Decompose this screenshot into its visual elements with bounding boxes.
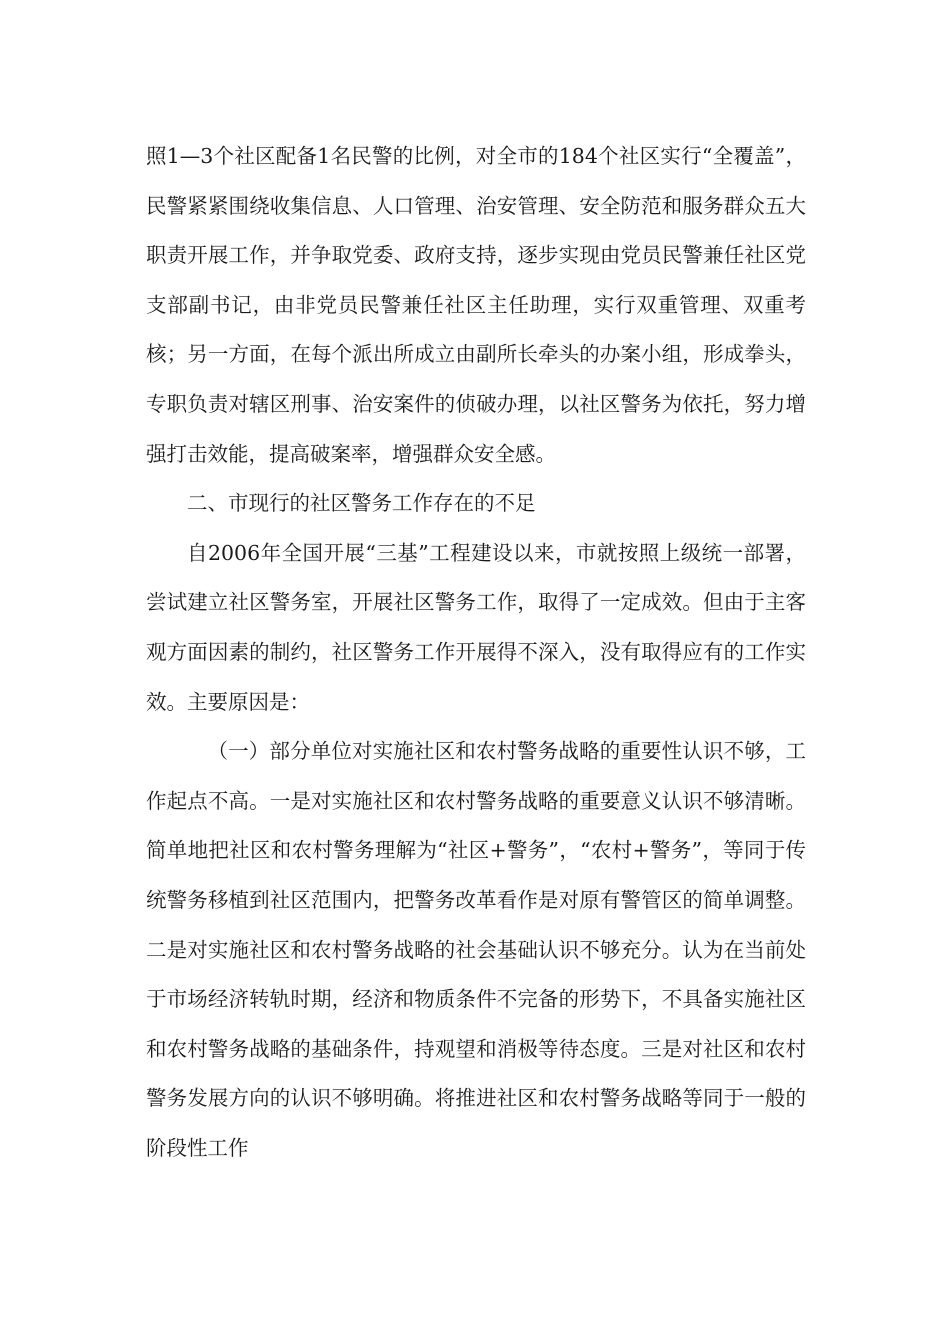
paragraph-continued: 照1—3个社区配备1名民警的比例，对全市的184个社区实行“全覆盖”，民警紧紧围绕收集信息、人口管理、治安管理、安全防范和服务群众五大职责开展工作，并争取党委、政府支持，逐步实现由党员民警兼任社区党支部副书记，由非党员民警兼任社区主任助理，实行双重管理、双重考核；另一方面，在每个派出所成立由副所长牵头的办案小组，形成拳头，专职负责对辖区刑事、治安案件的侦破办理，以社区警务为依托，努力增强打击效能，提高破案率，增强群众安全感。 [146, 144, 806, 466]
paragraph-point-one: （一）部分单位对实施社区和农村警务战略的重要性认识不够，工作起点不高。一是对实施社区和农村警务战略的重要意义认识不够清晰。简单地把社区和农村警务理解为“社区+警务”，“农村+警务”，等同于传统警务移植到社区范围内，把警务改革看作是对原有警管区的简单调整。二是对实施社区和农村警务战略的社会基础认识不够充分。认为在当前处于市场经济转轨时期，经济和物质条件不完备的形势下，不具备实施社区和农村警务战略的基础条件，持观望和消极等待态度。三是对社区和农村警务发展方向的认识不够明确。将推进社区和农村警务战略等同于一般的阶段性工作 [146, 739, 806, 1160]
section-heading: 二、市现行的社区警务工作存在的不足 [187, 491, 536, 516]
paragraph-intro: 自2006年全国开展“三基”工程建设以来，市就按照上级统一部署，尝试建立社区警务室，开展社区警务工作，取得了一定成效。但由于主客观方面因素的制约，社区警务工作开展得不深入，没有取得应有的工作实效。主要原因是： [146, 540, 806, 714]
document-body [146, 132, 806, 1173]
